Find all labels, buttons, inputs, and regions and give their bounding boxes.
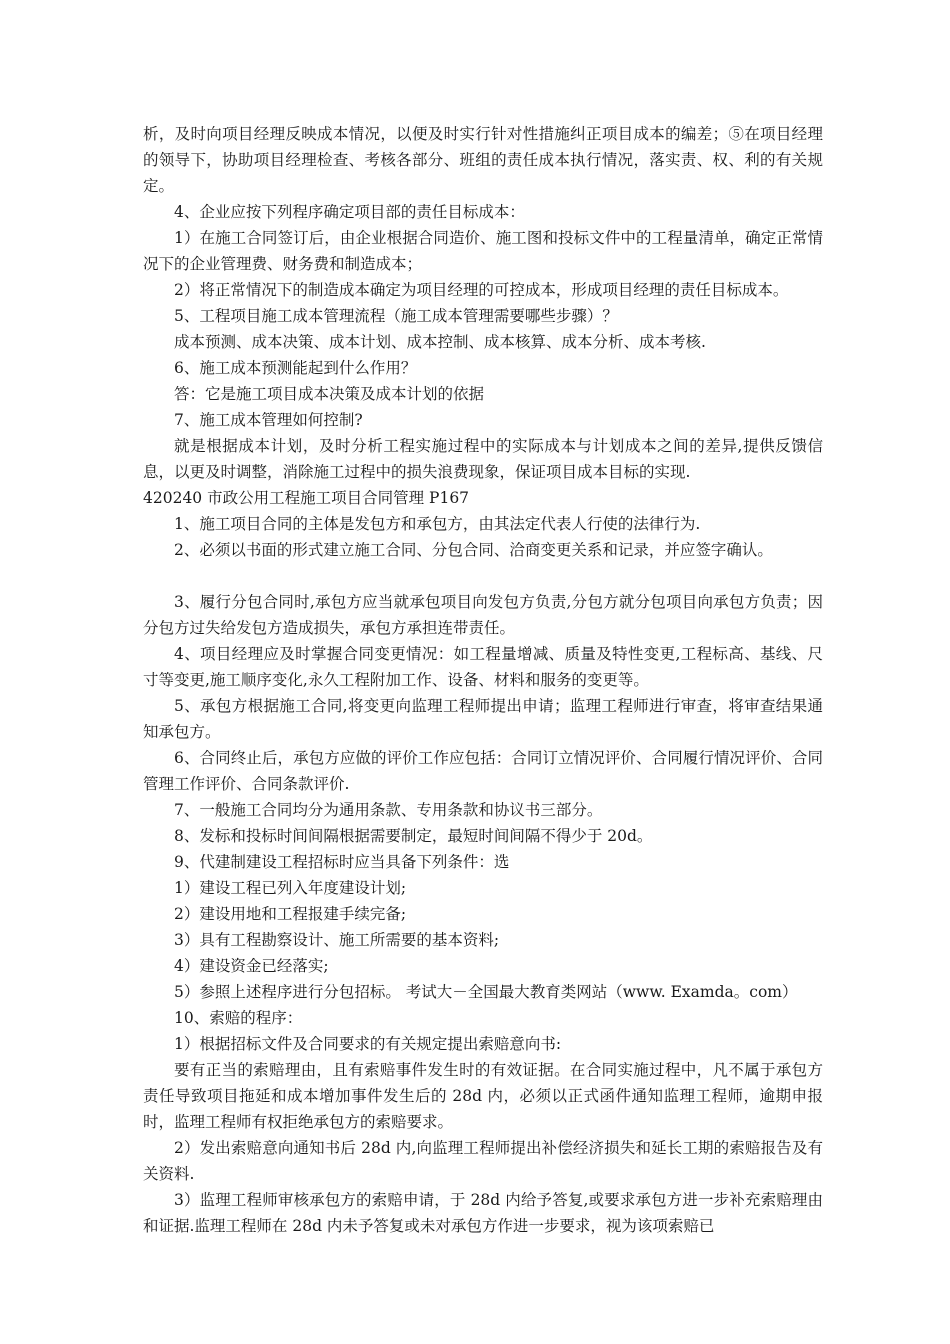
paragraph: 2）将正常情况下的制造成本确定为项目经理的可控成本，形成项目经理的责任目标成本。 [174, 281, 789, 299]
paragraph: 3、履行分包合同时,承包方应当就承包项目向发包方负责,分包方就分包项目向承包方负责；因分包方过失给发包方造成损失，承包方承担连带责任。 [143, 593, 823, 637]
paragraph: 7、施工成本管理如何控制? [174, 411, 363, 429]
list-item: 2）发出索赔意向通知书后 28d 内,向监理工程师提出补偿经济损失和延长工期的索赔报告及有关资料. [143, 1139, 823, 1183]
paragraph: 5、承包方根据施工合同,将变更向监理工程师提出申请；监理工程师进行审查，将审查结果通知承包方。 [143, 697, 823, 741]
paragraph: 答：它是施工项目成本决策及成本计划的依据 [174, 385, 485, 403]
list-item: 1）建设工程已列入年度建设计划; [174, 879, 407, 897]
paragraph: 成本预测、成本决策、成本计划、成本控制、成本核算、成本分析、成本考核. [174, 333, 706, 351]
paragraph: 2、必须以书面的形式建立施工合同、分包合同、洽商变更关系和记录，并应签字确认。 [174, 541, 773, 559]
list-item: 3）监理工程师审核承包方的索赔申请，于 28d 内给予答复,或要求承包方进一步补充索赔理由和证据.监理工程师在 28d 内未予答复或未对承包方作进一步要求，视为该项索赔已 [143, 1191, 823, 1235]
paragraph: 1、施工项目合同的主体是发包方和承包方，由其法定代表人行使的法律行为. [174, 515, 701, 533]
section-heading: 420240 市政公用工程施工项目合同管理 P167 [143, 489, 470, 507]
list-item: 4）建设资金已经落实; [174, 957, 329, 975]
paragraph: 4、企业应按下列程序确定项目部的责任目标成本： [174, 203, 525, 221]
paragraph: 析，及时向项目经理反映成本情况，以便及时实行针对性措施纠正项目成本的编差；⑤在项目经理的领导下，协助项目经理检查、考核各部分、班组的责任成本执行情况，落实责、权、利的有关规定。 [143, 125, 823, 195]
paragraph: 4、项目经理应及时掌握合同变更情况：如工程量增减、质量及特性变更,工程标高、基线、尺寸等变更,施工顺序变化,永久工程附加工作、设备、材料和服务的变更等。 [143, 645, 823, 689]
paragraph: 10、索赔的程序： [174, 1009, 303, 1027]
list-item: 5）参照上述程序进行分包招标。 考试大－全国最大教育类网站（www. Examda。com） [174, 983, 798, 1001]
blank-line [143, 563, 823, 589]
list-item: 3）具有工程勘察设计、施工所需要的基本资料; [174, 931, 500, 949]
document-body [143, 121, 823, 1239]
paragraph: 7、一般施工合同均分为通用条款、专用条款和协议书三部分。 [174, 801, 603, 819]
paragraph: 9、代建制建设工程招标时应当具备下列条件：选 [174, 853, 510, 871]
paragraph: 6、施工成本预测能起到什么作用？ [174, 359, 417, 377]
paragraph: 5、工程项目施工成本管理流程（施工成本管理需要哪些步骤）？ [174, 307, 618, 325]
paragraph: 1）在施工合同签订后，由企业根据合同造价、施工图和投标文件中的工程量清单，确定正常情况下的企业管理费、财务费和制造成本； [143, 229, 823, 273]
paragraph: 就是根据成本计划，及时分析工程实施过程中的实际成本与计划成本之间的差异,提供反馈信息，以更及时调整，消除施工过程中的损失浪费现象，保证项目成本目标的实现. [143, 437, 823, 481]
paragraph: 8、发标和投标时间间隔根据需要制定，最短时间间隔不得少于 20d。 [174, 827, 653, 845]
list-item: 1）根据招标文件及合同要求的有关规定提出索赔意向书: [174, 1035, 562, 1053]
list-item: 2）建设用地和工程报建手续完备; [174, 905, 407, 923]
paragraph: 6、合同终止后，承包方应做的评价工作应包括：合同订立情况评价、合同履行情况评价、合同管理工作评价、合同条款评价. [143, 749, 823, 793]
paragraph: 要有正当的索赔理由，且有索赔事件发生时的有效证据。在合同实施过程中，凡不属于承包方责任导致项目拖延和成本增加事件发生后的 28d 内，必须以正式函件通知监理工程师，逾期申报时，监理工程师有权拒绝承包方的索赔要求。 [143, 1061, 823, 1131]
